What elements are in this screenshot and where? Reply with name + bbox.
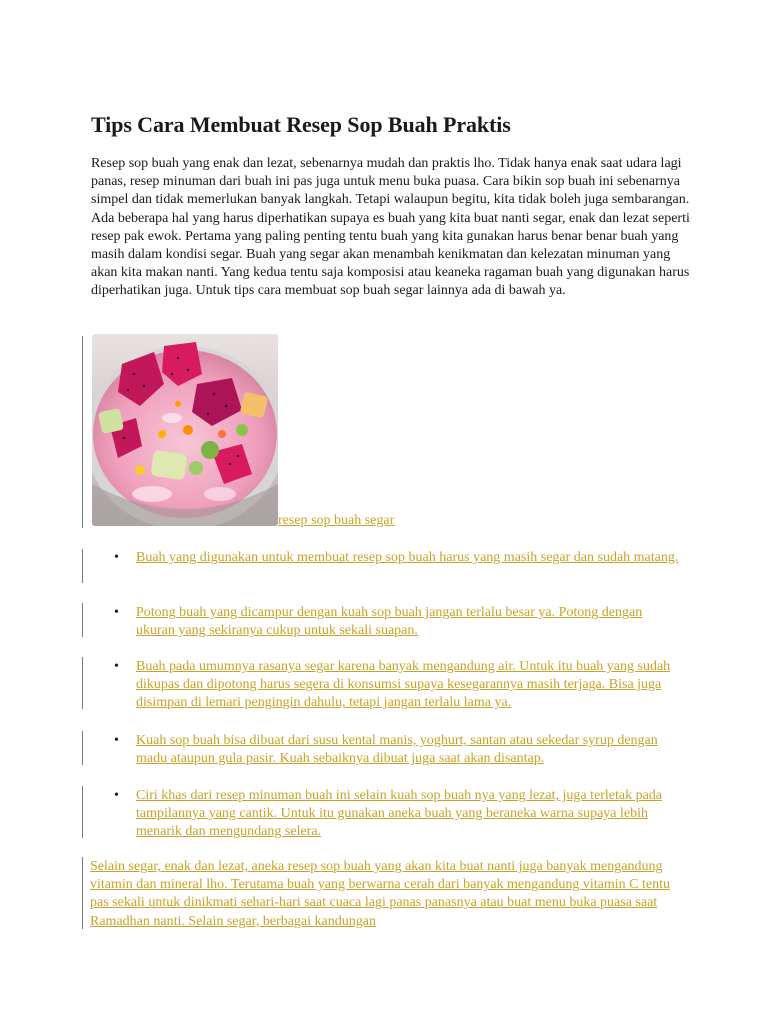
fruit-soup-photo xyxy=(92,334,278,526)
list-item xyxy=(114,658,684,713)
bullet: • xyxy=(114,659,119,674)
bullet: • xyxy=(114,550,119,565)
change-bar xyxy=(82,786,83,838)
change-bar xyxy=(82,657,83,709)
image-caption-link[interactable]: resep sop buah segar xyxy=(278,513,395,528)
tip-link[interactable]: Ciri khas dari resep minuman buah ini selain kuah sop buah nya yang lezat, juga terletak pada tampilannya yang cantik. Untuk itu gunakan aneka buah yang beraneka warna supaya lebih menarik dan mengundang selera. xyxy=(136,788,663,840)
tip-link[interactable]: Buah pada umumnya rasanya segar karena banyak mengandung air. Untuk itu buah yang sudah dikupas dan dipotong harus segera di konsumsi supaya kesegarannya masih terjaga. Bisa juga disimpan di lemari pengingin dahulu, tetapi jangan terlalu lama ya. xyxy=(136,659,671,711)
tip-link[interactable]: Buah yang digunakan untuk membuat resep sop buah harus yang masih segar dan sudah matang. xyxy=(136,550,679,565)
closing-paragraph-link[interactable]: Selain segar, enak dan lezat, aneka resep sop buah yang akan kita buat nanti juga banyak mengandung vitamin dan mineral lho. Terutama buah yang berwarna cerah dari banyak mengandung vitamin C tentu pas sekali untuk dinikmati sehari-hari saat cuaca lagi panas panasnya atau buat menu buka puasa saat Ramadhan nanti. Selain segar, berbagai kandungan xyxy=(90,859,670,929)
change-bar xyxy=(82,857,83,929)
intro-paragraph: Resep sop buah yang enak dan lezat, sebenarnya mudah dan praktis lho. Tidak hanya enak saat udara lagi panas, resep minuman dari buah ini pas juga untuk menu buka puasa. Cara bikin sop buah ini sebenarnya simpel dan tidak memerlukan banyak langkah. Tetapi walaupun begitu, kita tidak boleh juga sembarangan. Ada beberapa hal yang harus diperhatikan supaya es buah yang kita buat nanti segar, enak dan lezat seperti resep pak ewok. Pertama yang paling penting tentu buah yang kita gunakan harus benar benar buah yang masih dalam kondisi segar. Buah yang segar akan menambah kenikmatan dan kelezatan minuman yang akan kita makan nanti. Yang kedua tentu saja komposisi atau keaneka ragaman buah yang digunakan harus diperhatikan juga. Untuk tips cara membuat sop buah segar lainnya ada di bawah ya. xyxy=(91,156,690,299)
list-item xyxy=(114,787,684,842)
bullet: • xyxy=(114,788,119,803)
tip-link[interactable]: Kuah sop buah bisa dibuat dari susu kental manis, yoghurt, santan atau sekedar syrup dengan madu ataupun gula pasir. Kuah sebaiknya dibuat juga saat akan disantap. xyxy=(136,733,658,767)
page-title: Tips Cara Membuat Resep Sop Buah Praktis xyxy=(91,112,511,137)
change-bar xyxy=(82,549,83,583)
list-item xyxy=(114,732,684,768)
change-bar xyxy=(82,731,83,765)
bullet: • xyxy=(114,605,119,620)
bullet: • xyxy=(114,733,119,748)
fruit-soup-image xyxy=(92,334,278,526)
change-bar xyxy=(82,603,83,637)
list-item xyxy=(114,604,684,640)
list-item xyxy=(114,549,684,567)
tip-link[interactable]: Potong buah yang dicampur dengan kuah sop buah jangan terlalu besar ya. Potong dengan ukuran yang sekiranya cukup untuk sekali suapan. xyxy=(136,605,643,639)
change-bar xyxy=(82,336,83,528)
